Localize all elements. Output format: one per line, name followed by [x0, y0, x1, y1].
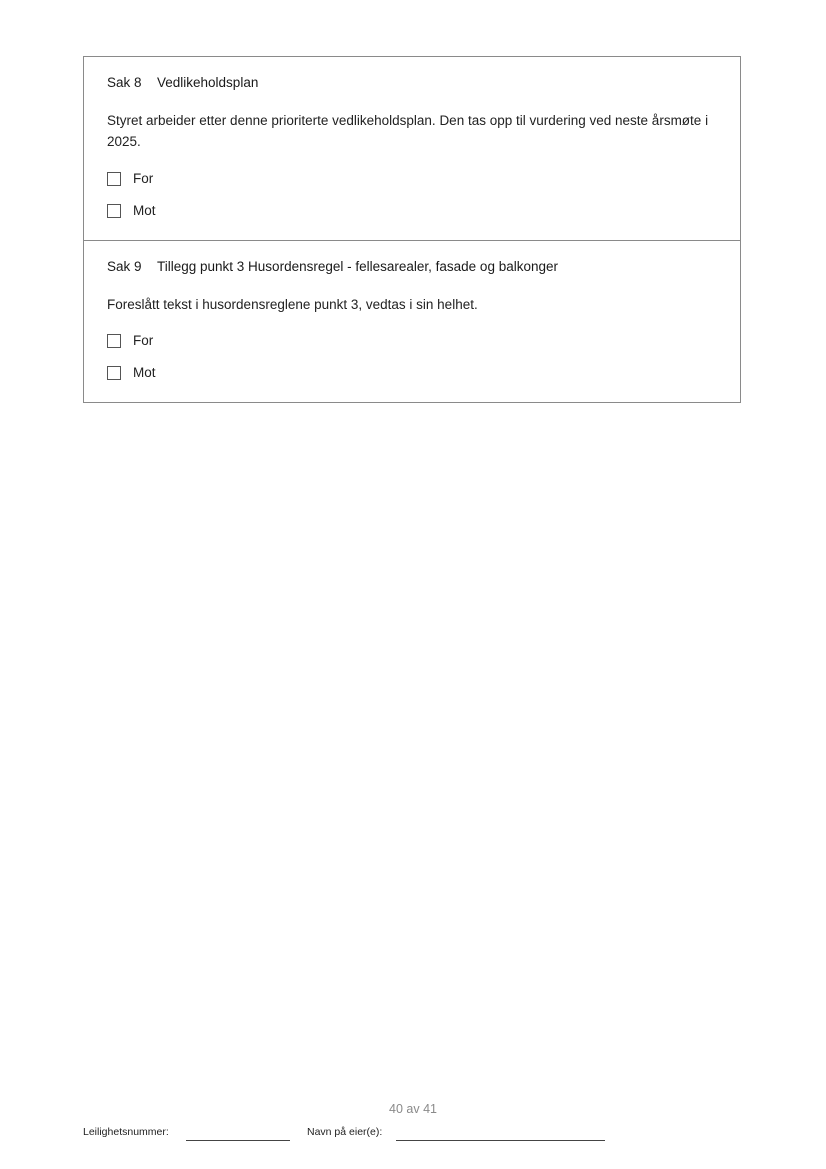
case-8-number: Sak 8 — [107, 75, 142, 90]
case-9-for-checkbox[interactable] — [107, 334, 121, 348]
owner-name-field[interactable] — [396, 1140, 605, 1141]
case-9-section — [84, 240, 740, 402]
case-9-text: Foreslått tekst i husordensreglene punkt 3, vedtas i sin helhet. — [107, 297, 478, 312]
ballot-table — [83, 56, 741, 403]
case-8-for-checkbox[interactable] — [107, 172, 121, 186]
page-number: 40 av 41 — [389, 1102, 437, 1116]
case-8-for-label: For — [133, 171, 154, 186]
case-9-option-against[interactable] — [107, 365, 156, 380]
case-9-option-for[interactable] — [107, 333, 153, 348]
apartment-number-field[interactable] — [186, 1140, 290, 1141]
case-8-option-against[interactable] — [107, 203, 156, 218]
case-9-against-label: Mot — [133, 365, 156, 380]
case-9-title: Tillegg punkt 3 Husordensregel - fellesarealer, fasade og balkonger — [157, 259, 558, 274]
case-9-number: Sak 9 — [107, 259, 142, 274]
signature-footer — [83, 1126, 643, 1142]
case-9-heading — [107, 259, 558, 274]
case-9-against-checkbox[interactable] — [107, 366, 121, 380]
case-8-text: Styret arbeider etter denne prioriterte vedlikeholdsplan. Den tas opp til vurdering ved neste årsmøte i 2025. — [107, 113, 709, 149]
case-8-against-checkbox[interactable] — [107, 204, 121, 218]
case-8-against-label: Mot — [133, 203, 156, 218]
case-8-title: Vedlikeholdsplan — [157, 75, 259, 90]
case-8-section — [84, 57, 740, 240]
apartment-number-label: Leilighetsnummer: — [83, 1126, 169, 1138]
case-9-for-label: For — [133, 333, 154, 348]
owner-name-label: Navn på eier(e): — [307, 1126, 383, 1138]
case-8-heading — [107, 75, 258, 90]
case-8-option-for[interactable] — [107, 171, 153, 186]
